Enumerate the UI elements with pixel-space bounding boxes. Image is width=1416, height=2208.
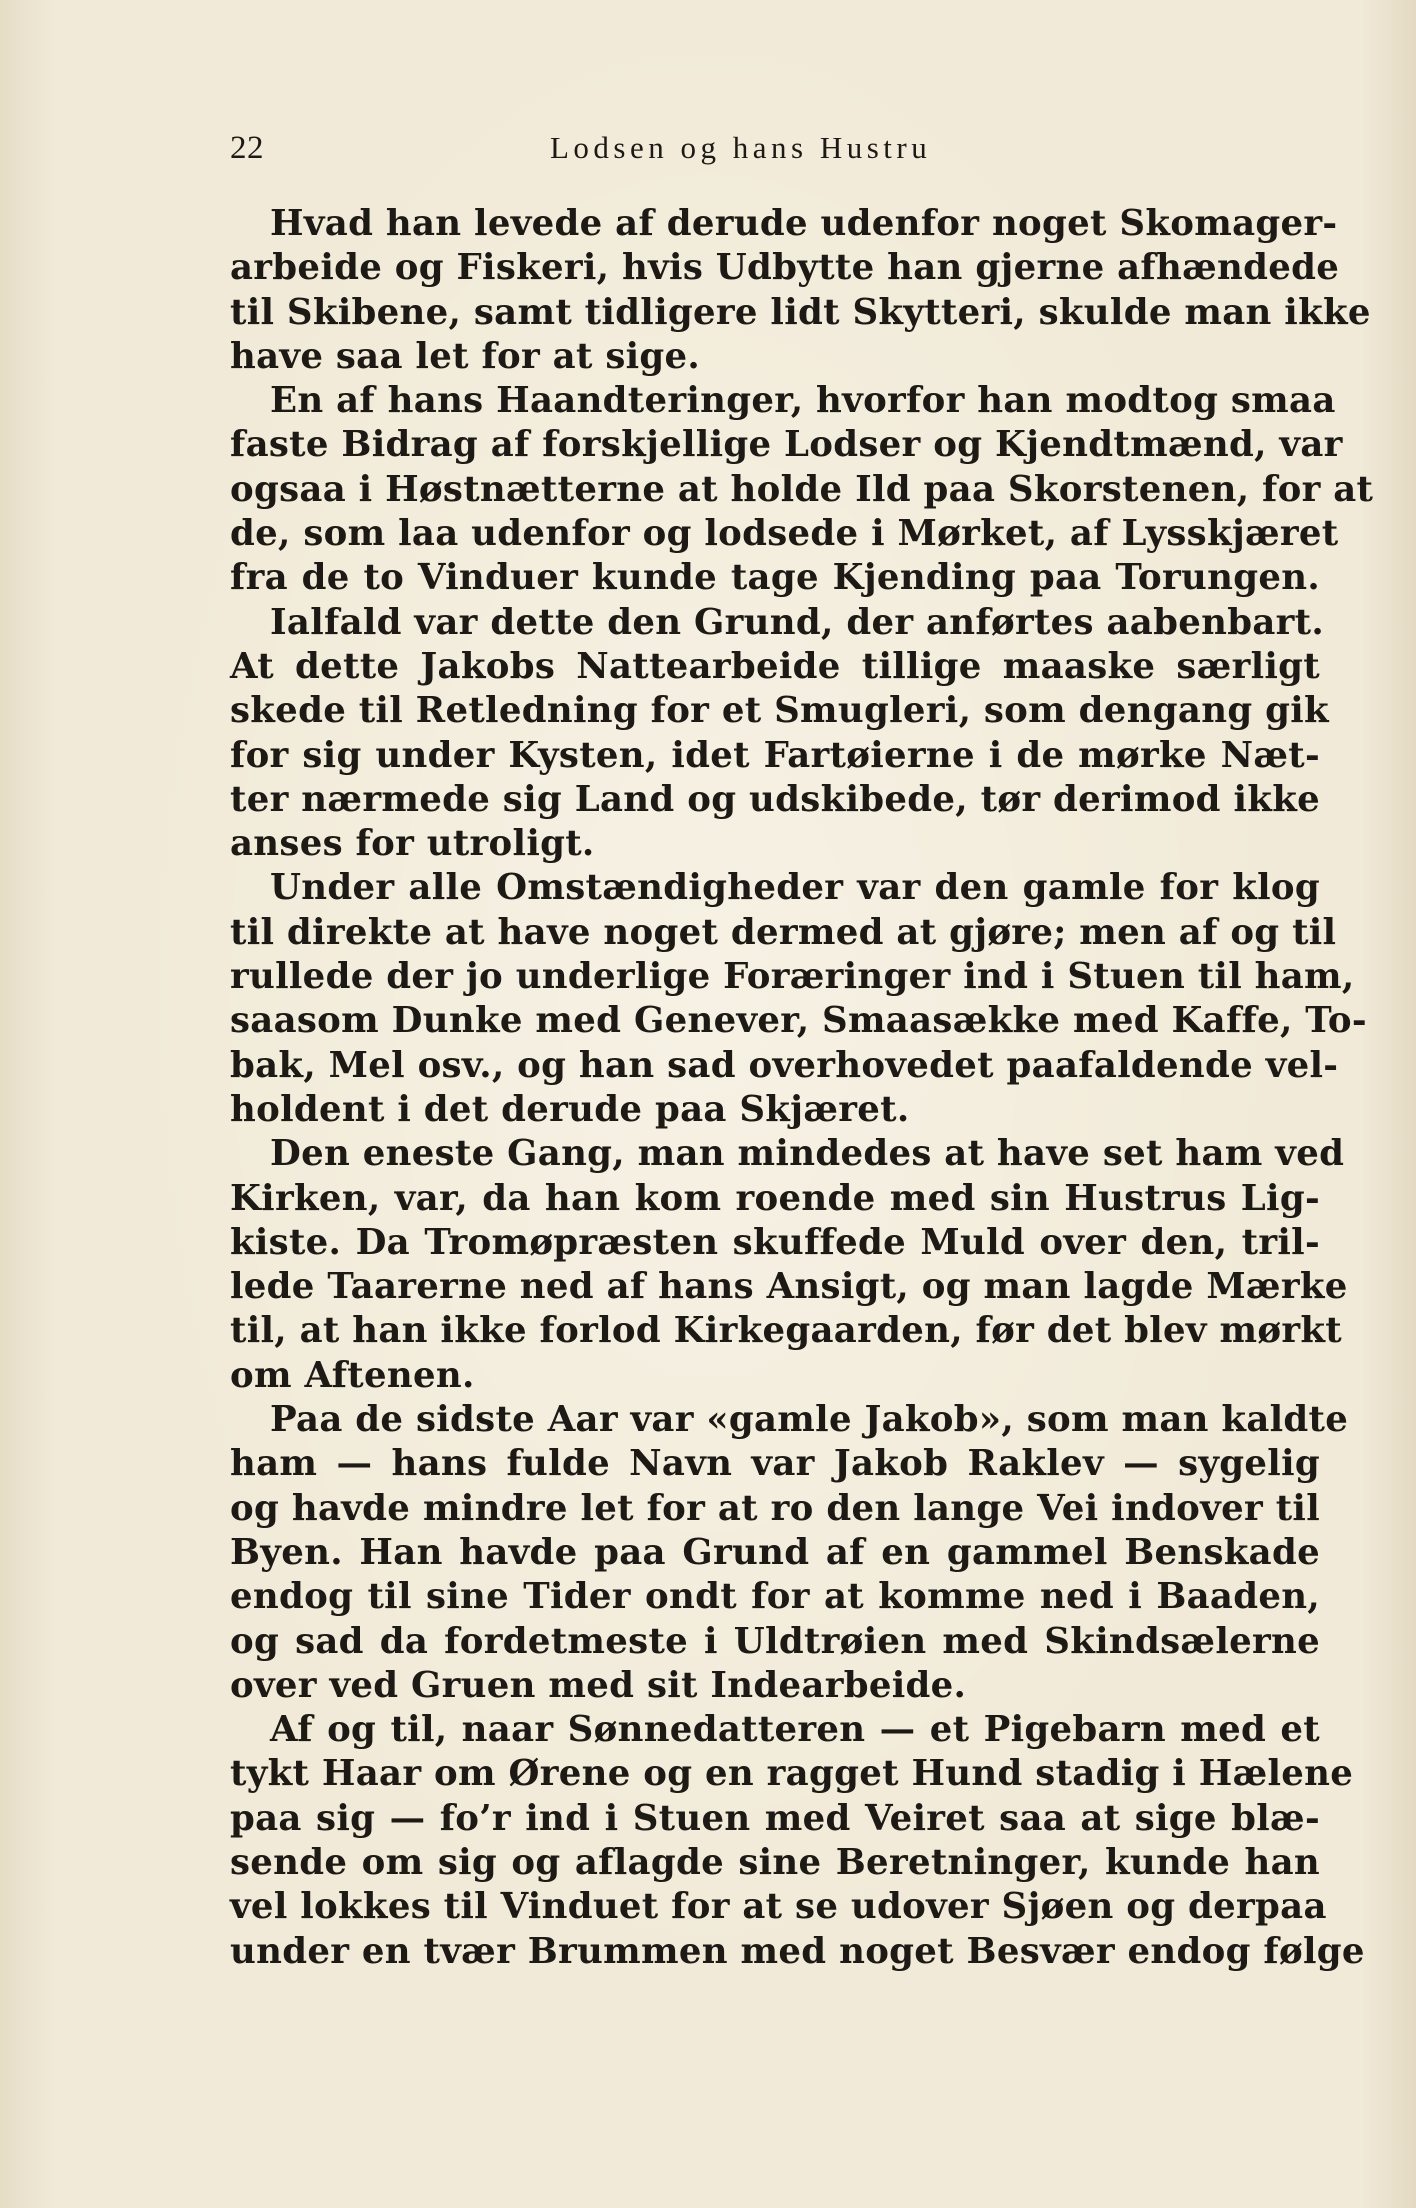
text-line: om Aftenen. bbox=[230, 1354, 475, 1396]
text-line: tykt Haar om Ørene og en ragget Hund stadig i Hælene bbox=[230, 1753, 1354, 1795]
text-line: endog til sine Tider ondt for at komme ned i Baaden, bbox=[230, 1576, 1320, 1618]
text-line: under en tvær Brummen med noget Besvær endog følge bbox=[230, 1930, 1365, 1972]
text-line: Af og til, naar Sønnedatteren — et Pigebarn med et bbox=[270, 1709, 1320, 1751]
text-line: vel lokkes til Vinduet for at se udover Sjøen og derpaa bbox=[230, 1886, 1327, 1928]
text-line: lede Taarerne ned af hans Ansigt, og man lagde Mærke bbox=[230, 1266, 1348, 1308]
page-number: 22 bbox=[230, 130, 264, 166]
text-line: kiste. Da Tromøpræsten skuffede Muld over den, tril- bbox=[230, 1221, 1320, 1263]
text-line: Ialfald var dette den Grund, der anførtes aabenbart. bbox=[270, 601, 1325, 643]
text-line: Under alle Omstændigheder var den gamle for klog bbox=[270, 867, 1320, 909]
text-line: arbeide og Fiskeri, hvis Udbytte han gjerne afhændede bbox=[230, 247, 1340, 289]
text-line: bak, Mel osv., og han sad overhovedet paafaldende vel- bbox=[230, 1044, 1339, 1086]
text-line: skede til Retledning for et Smugleri, som dengang gik bbox=[230, 690, 1329, 732]
page-header bbox=[230, 130, 1320, 170]
text-line: faste Bidrag af forskjellige Lodser og Kjendtmænd, var bbox=[230, 424, 1343, 466]
text-line: over ved Gruen med sit Indearbeide. bbox=[230, 1664, 967, 1706]
text-line: de, som laa udenfor og lodsede i Mørket, af Lysskjæret bbox=[230, 513, 1339, 555]
text-line: Den eneste Gang, man mindedes at have set ham ved bbox=[270, 1133, 1345, 1175]
text-line: for sig under Kysten, idet Fartøierne i de mørke Næt- bbox=[230, 734, 1320, 776]
text-line: Kirken, var, da han kom roende med sin Hustrus Lig- bbox=[230, 1177, 1320, 1219]
text-line: En af hans Haandteringer, hvorfor han modtog smaa bbox=[270, 380, 1336, 422]
text-line: Paa de sidste Aar var «gamle Jakob», som man kaldte bbox=[270, 1399, 1349, 1441]
text-line: ter nærmede sig Land og udskibede, tør derimod ikke bbox=[230, 778, 1320, 820]
text-line: rullede der jo underlige Foræringer ind i Stuen til ham, bbox=[230, 956, 1355, 998]
text-line: At dette Jakobs Nattearbeide tillige maaske særligt bbox=[230, 645, 1320, 687]
text-line: til Skibene, samt tidligere lidt Skytteri, skulde man ikke bbox=[230, 291, 1371, 333]
text-line: have saa let for at sige. bbox=[230, 335, 701, 377]
running-title: Lodsen og hans Hustru bbox=[550, 130, 932, 165]
text-line: anses for utroligt. bbox=[230, 823, 595, 865]
text-line: og sad da fordetmeste i Uldtrøien med Skindsælerne bbox=[230, 1620, 1320, 1662]
text-line: Byen. Han havde paa Grund af en gammel Benskade bbox=[230, 1531, 1320, 1573]
text-line: til direkte at have noget dermed at gjøre; men af og til bbox=[230, 911, 1337, 953]
text-line: ham — hans fulde Navn var Jakob Raklev — sygelig bbox=[230, 1443, 1320, 1485]
text-line: saasom Dunke med Genever, Smaasække med Kaffe, To- bbox=[230, 1000, 1367, 1042]
text-line: fra de to Vinduer kunde tage Kjending paa Torungen. bbox=[230, 557, 1320, 599]
text-line: til, at han ikke forlod Kirkegaarden, før det blev mørkt bbox=[230, 1310, 1342, 1352]
text-line: holdent i det derude paa Skjæret. bbox=[230, 1088, 910, 1130]
text-line: paa sig — fo’r ind i Stuen med Veiret saa at sige blæ- bbox=[230, 1797, 1320, 1839]
text-line: sende om sig og aflagde sine Beretninger, kunde han bbox=[230, 1841, 1320, 1883]
text-line: ogsaa i Høstnætterne at holde Ild paa Skorstenen, for at bbox=[230, 468, 1374, 510]
text-line: Hvad han levede af derude udenfor noget Skomager- bbox=[270, 203, 1338, 244]
body-text bbox=[230, 202, 1374, 1974]
text-line: og havde mindre let for at ro den lange Vei indover til bbox=[230, 1487, 1320, 1529]
